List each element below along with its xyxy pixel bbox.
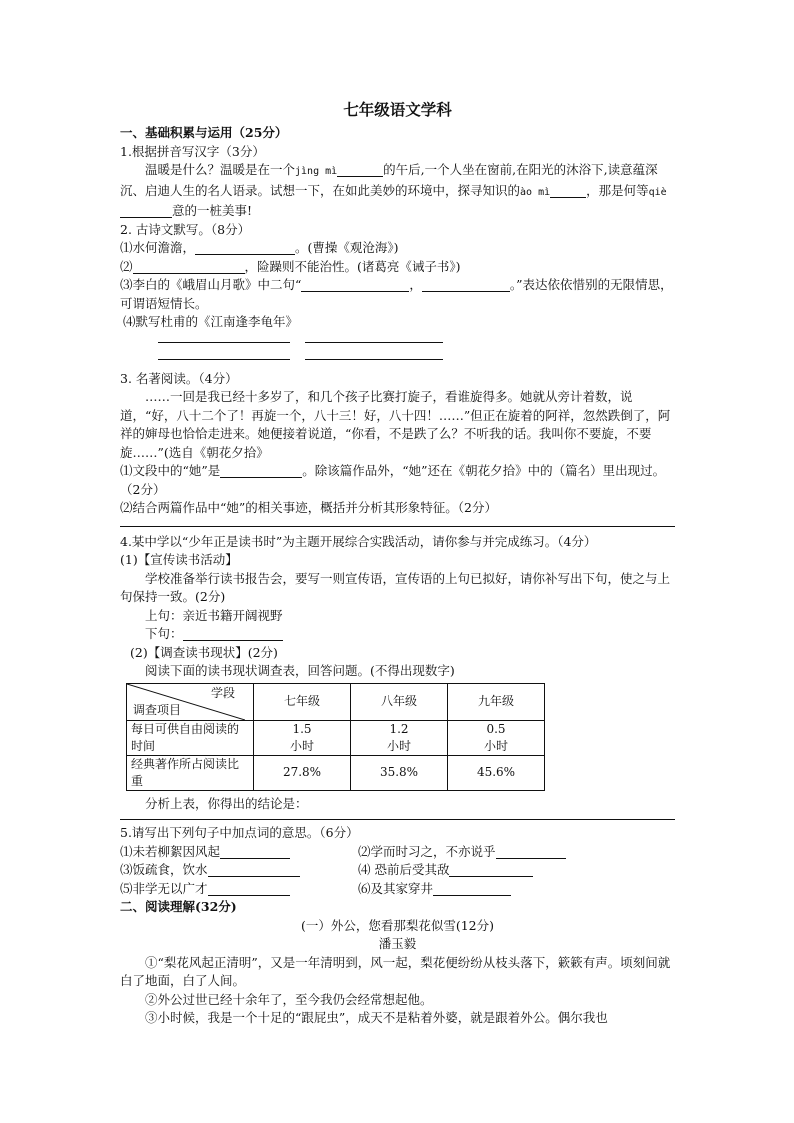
- q4-stem: 4.某中学以“少年正是读书时”为主题开展综合实践活动，请你参与并完成练习。（4分）: [120, 533, 597, 549]
- q5-item: [120, 843, 358, 862]
- q2-stem: 2. 古诗文默写。（8分）: [120, 221, 251, 237]
- q2-item-1: [120, 239, 675, 258]
- q3-sub-1-tail: 。除该篇作品外，“她”还在《朝花夕拾》中的（篇名）里出现过。（2分）: [120, 463, 666, 497]
- q1-text: [120, 161, 675, 221]
- table-col-header: 九年级: [448, 683, 545, 720]
- table-row: [127, 720, 545, 755]
- q5-item: [120, 880, 358, 899]
- q4-answer-line[interactable]: [120, 813, 675, 820]
- poem-line-2[interactable]: [305, 342, 443, 343]
- q5-blank[interactable]: [433, 882, 511, 896]
- q5-blank[interactable]: [220, 845, 290, 859]
- q5-item-text: ⑷ 恐前后受其敌: [358, 862, 450, 877]
- section2-heading: 二、阅读理解(32分): [120, 899, 237, 914]
- table-cell: 27.8%: [254, 755, 351, 790]
- q2-blank-1[interactable]: [195, 241, 295, 255]
- q4-part2-title: (2)【调查读书现状】(2分): [130, 644, 278, 660]
- poem-row-1: [120, 334, 675, 351]
- q2-item-4: ⑷默写杜甫的《江南逢李龟年》: [123, 314, 299, 329]
- q2-item-3-comma: ，: [409, 277, 422, 292]
- blank-3[interactable]: [120, 204, 172, 218]
- pinyin-1: jìng mì: [295, 166, 338, 177]
- q3-sub-1: [120, 462, 675, 499]
- cell-value: 1.2: [389, 721, 409, 736]
- q4-part2-text: 阅读下面的读书现状调查表，回答问题。(不得出现数字): [145, 663, 455, 678]
- exam-page: [120, 96, 675, 1028]
- table-col-header: 八年级: [351, 683, 448, 720]
- q2-item-1-text: ⑴水何澹澹，: [120, 240, 196, 255]
- cell-unit: 小时: [386, 738, 411, 753]
- q2-blank-3a[interactable]: [301, 278, 409, 292]
- q4-part1-text: 学校准备举行读书报告会，要写一则宣传语，宣传语的上句已拟好，请你补写出下句，使之与上句保持一致。(2分): [120, 570, 671, 604]
- q3-answer-line[interactable]: [120, 518, 675, 527]
- q5-item-text: ⑵学而时习之，不亦说乎: [358, 843, 496, 859]
- article-paragraph: ②外公过世已经十余年了，至今我仍会经常想起他。: [145, 991, 433, 1007]
- poem-line-3[interactable]: [158, 359, 290, 360]
- poem-line-1[interactable]: [158, 342, 290, 343]
- q5-item: [120, 861, 358, 880]
- poem-answer-lines: [120, 334, 675, 368]
- table-header-row: [127, 683, 545, 720]
- q4-lower-blank[interactable]: [183, 627, 283, 641]
- q5-item: [358, 880, 675, 899]
- corner-bottom-label: 调查项目: [133, 702, 182, 717]
- q1-text-a: 温暖是什么？温暖是在一个: [145, 162, 296, 177]
- q5-item: [358, 861, 675, 880]
- table-row-label: 每日可供自由阅读的时间: [127, 720, 254, 755]
- article-paragraph: ①“梨花风起正清明”，又是一年清明到，风一起，梨花便纷纷从枝头落下，簌簌有声。顷刻间就白了地面，白了人间。: [120, 954, 671, 988]
- table-cell: [254, 720, 351, 755]
- q2-item-3: [120, 276, 675, 313]
- cell-value: 1.5: [292, 721, 312, 736]
- q3-stem: 3. 名著阅读。（4分）: [120, 370, 238, 386]
- poem-row-2: [120, 351, 675, 368]
- cell-unit: 小时: [483, 738, 508, 753]
- blank-2[interactable]: [550, 184, 586, 198]
- q2-item-2: [120, 258, 675, 277]
- table-cell: 35.8%: [351, 755, 448, 790]
- pinyin-3: qiè: [648, 186, 667, 198]
- q5-items: [120, 843, 675, 899]
- q4-lower-line: [120, 625, 675, 644]
- cell-unit: 小时: [289, 738, 314, 753]
- table-col-header: 七年级: [254, 683, 351, 720]
- q5-blank[interactable]: [208, 863, 300, 877]
- q5-blank[interactable]: [449, 863, 533, 877]
- pinyin-2: ào mì: [520, 186, 551, 198]
- article-author: 潘玉毅: [378, 936, 417, 951]
- table-cell: [448, 720, 545, 755]
- corner-top-label: 学段: [210, 685, 235, 700]
- table-cell: 45.6%: [448, 755, 545, 790]
- table-row-label: 经典著作所占阅读比重: [127, 755, 254, 790]
- q4-upper-line: 上句：亲近书籍开阔视野: [145, 607, 283, 623]
- table-cell: [351, 720, 448, 755]
- q2-item-2-text: ，险躁则不能治性。(诸葛亮《诫子书》): [244, 258, 461, 274]
- q4-part1-title: (1)【宣传读书活动】: [120, 552, 238, 567]
- cell-value: 0.5: [486, 721, 506, 736]
- q1-text-c: ，那是何等: [586, 182, 649, 198]
- q2-blank-3b[interactable]: [422, 278, 510, 292]
- article-title: (一）外公，您看那梨花似雪(12分): [300, 917, 495, 933]
- q5-item-text: ⑶饭疏食，饮水: [120, 862, 208, 877]
- q1-text-b: 的午后,一个人坐在窗前,在阳光的沐浴下,读意蕴深沉、启迪人生的名人语录。试想一下，在如此美妙的环境中，探寻知识的: [120, 162, 658, 198]
- q1-text-d: 意的一桩美事!: [172, 203, 253, 218]
- q5-item-text: ⑴未若柳絮因风起: [120, 843, 221, 859]
- q2-item-2-num: ⑵: [120, 258, 133, 274]
- section1-heading: 一、基础积累与运用（25分）: [120, 125, 288, 140]
- poem-line-4[interactable]: [305, 359, 443, 360]
- q5-item-text: ⑹及其家穿井: [358, 880, 434, 896]
- q4-lower-label: 下句：: [145, 626, 183, 641]
- table-row: [127, 755, 545, 790]
- q2-blank-2[interactable]: [133, 260, 245, 274]
- q2-item-3-tail: 。”表达依依惜别的无限情思，可谓语短情长。: [120, 277, 673, 311]
- survey-table: [126, 683, 545, 791]
- q3-blank[interactable]: [220, 464, 302, 478]
- q5-stem: 5.请写出下列句子中加点词的意思。（6分）: [120, 825, 359, 840]
- q5-blank[interactable]: [496, 845, 566, 859]
- page-title: 七年级语文学科: [343, 100, 452, 119]
- q3-sub-2: ⑵结合两篇作品中“她”的相关事迹，概括并分析其形象特征。（2分）: [120, 500, 497, 515]
- q4-conclusion: 分析上表，你得出的结论是：: [145, 795, 308, 811]
- q5-blank[interactable]: [208, 882, 290, 896]
- q1-stem: 1.根据拼音写汉字（3分）: [120, 143, 265, 159]
- q2-item-3-text: ⑶李白的《峨眉山月歌》中二句“: [120, 277, 302, 292]
- table-corner-cell: [127, 683, 254, 720]
- q5-item-text: ⑸非学无以广才: [120, 880, 208, 896]
- blank-1[interactable]: [337, 163, 383, 177]
- q3-passage: ……一回是我已经十多岁了，和几个孩子比赛打旋子，看谁旋得多。她就从旁计着数，说道，“好，八十二个了！再旋一个，八十三！好，八十四！……”但正在旋着的阿祥，忽然跌倒了，阿祥的婶母也恰恰走进来。她便接着说道，“你看，不是跌了么？不听我的话。我叫你不要旋，不要旋……”(选自《朝花夕拾》: [120, 389, 671, 460]
- article-paragraph: ③小时候，我是一个十足的“跟屁虫”，成天不是粘着外婆，就是跟着外公。偶尔我也: [145, 1010, 608, 1025]
- q2-item-1-source: 。(曹操《观沧海》): [295, 240, 399, 255]
- q5-item: [358, 843, 675, 862]
- q3-sub-1-text: ⑴文段中的“她”是: [120, 463, 221, 478]
